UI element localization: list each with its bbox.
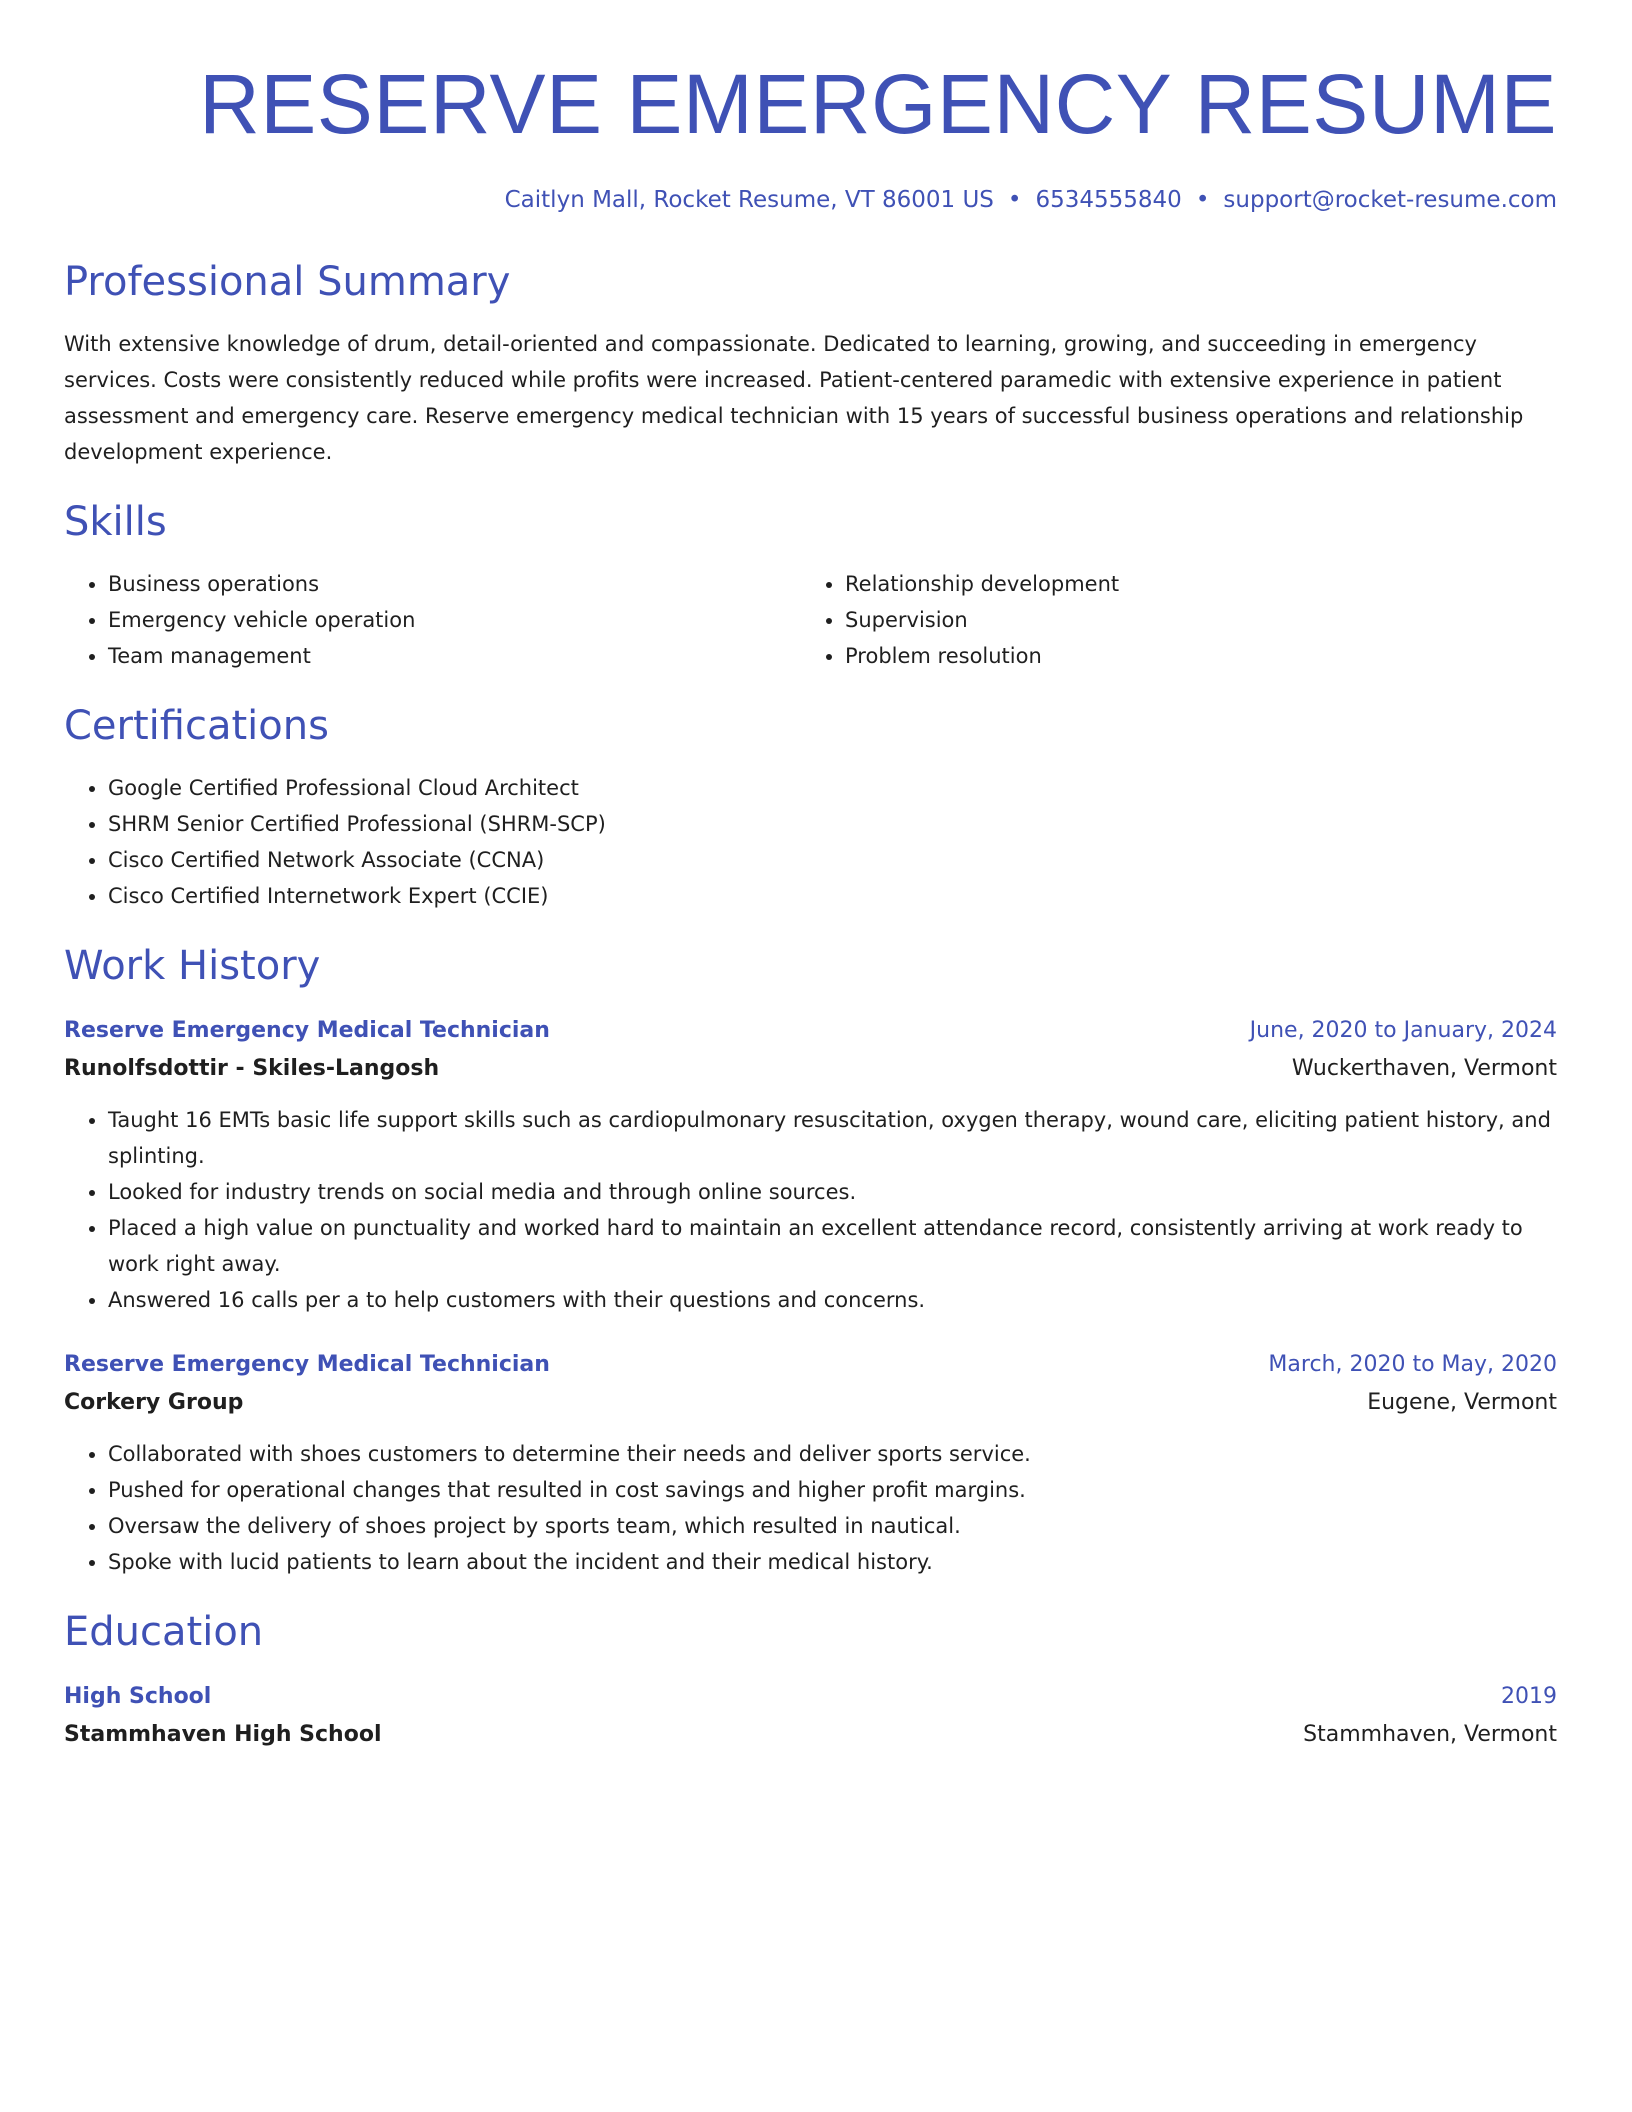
contact-separator: • [1195, 187, 1210, 213]
job-dates: March, 2020 to May, 2020 [1268, 1352, 1557, 1377]
job-company: Runolfsdottir - Skiles-Langosh [64, 1056, 440, 1081]
contact-email: support@rocket-resume.com [1223, 187, 1557, 213]
job-bullet: • Collaborated with shoes customers to determine their needs and deliver sports service. [108, 1436, 1557, 1472]
skills-list-right [801, 566, 1538, 674]
education-heading: Education [64, 1609, 264, 1655]
job-bullet: • Placed a high value on punctuality and worked hard to maintain an excellent attendance record, consistently arriving at work ready to work right away. [108, 1210, 1557, 1282]
skill-item: • Team management [108, 638, 801, 674]
education-year: 2019 [1501, 1684, 1557, 1709]
job-company: Corkery Group [64, 1390, 244, 1415]
job-location: Eugene, Vermont [1367, 1390, 1557, 1415]
contact-address: Caitlyn Mall, Rocket Resume, VT 86001 US [504, 187, 994, 213]
education-entry [64, 1678, 1557, 1754]
job-entry [64, 1012, 1557, 1318]
job-bullet: • Looked for industry trends on social media and through online sources. [108, 1174, 1557, 1210]
certification-item: • Cisco Certified Network Associate (CCNA) [108, 842, 1557, 878]
resume-title: RESERVE EMERGENCY RESUME [199, 57, 1557, 151]
job-bullets [64, 1436, 1557, 1580]
job-bullet: • Answered 16 calls per a to help customers with their questions and concerns. [108, 1282, 1557, 1318]
job-bullet: • Spoke with lucid patients to learn about the incident and their medical history. [108, 1544, 1557, 1580]
certifications-list [64, 770, 1557, 914]
job-bullet: • Oversaw the delivery of shoes project by sports team, which resulted in nautical. [108, 1508, 1557, 1544]
work-history-heading: Work History [64, 943, 321, 989]
skill-item: • Problem resolution [845, 638, 1538, 674]
job-dates: June, 2020 to January, 2024 [1249, 1018, 1557, 1043]
job-title: Reserve Emergency Medical Technician [64, 1018, 550, 1043]
summary-heading: Professional Summary [64, 259, 511, 305]
certifications-heading: Certifications [64, 703, 329, 749]
resume-page [64, 0, 1557, 1754]
skill-item: • Supervision [845, 602, 1538, 638]
job-entry [64, 1346, 1557, 1580]
skills-columns [64, 566, 1557, 674]
summary-text: With extensive knowledge of drum, detail-oriented and compassionate. Dedicated to learning, growing, and succeeding in emergency services. Costs were consistently reduced while profits were increased. Patient-centered paramedic with extensive experience in patient assessment and emergency care. Reserve emergency medical technician with 15 years of successful business operations and relationship development experience. [64, 332, 1524, 464]
skill-item: • Relationship development [845, 566, 1538, 602]
job-bullets [64, 1102, 1557, 1318]
certification-item: • SHRM Senior Certified Professional (SHRM-SCP) [108, 806, 1557, 842]
contact-separator: • [1007, 187, 1022, 213]
skill-item: • Business operations [108, 566, 801, 602]
job-title: Reserve Emergency Medical Technician [64, 1352, 550, 1377]
skills-list-left [64, 566, 801, 674]
job-location: Wuckerthaven, Vermont [1291, 1056, 1557, 1081]
education-school: Stammhaven High School [64, 1722, 382, 1747]
education-location: Stammhaven, Vermont [1303, 1722, 1557, 1747]
education-degree: High School [64, 1684, 212, 1709]
contact-phone: 6534555840 [1035, 187, 1182, 213]
certification-item: • Cisco Certified Internetwork Expert (CCIE) [108, 878, 1557, 914]
job-bullet: • Taught 16 EMTs basic life support skills such as cardiopulmonary resuscitation, oxygen therapy, wound care, eliciting patient history, and splinting. [108, 1102, 1557, 1174]
job-bullet: • Pushed for operational changes that resulted in cost savings and higher profit margins. [108, 1472, 1557, 1508]
certification-item: • Google Certified Professional Cloud Architect [108, 770, 1557, 806]
contact-line [64, 184, 1557, 216]
skill-item: • Emergency vehicle operation [108, 602, 801, 638]
skills-heading: Skills [64, 499, 167, 545]
